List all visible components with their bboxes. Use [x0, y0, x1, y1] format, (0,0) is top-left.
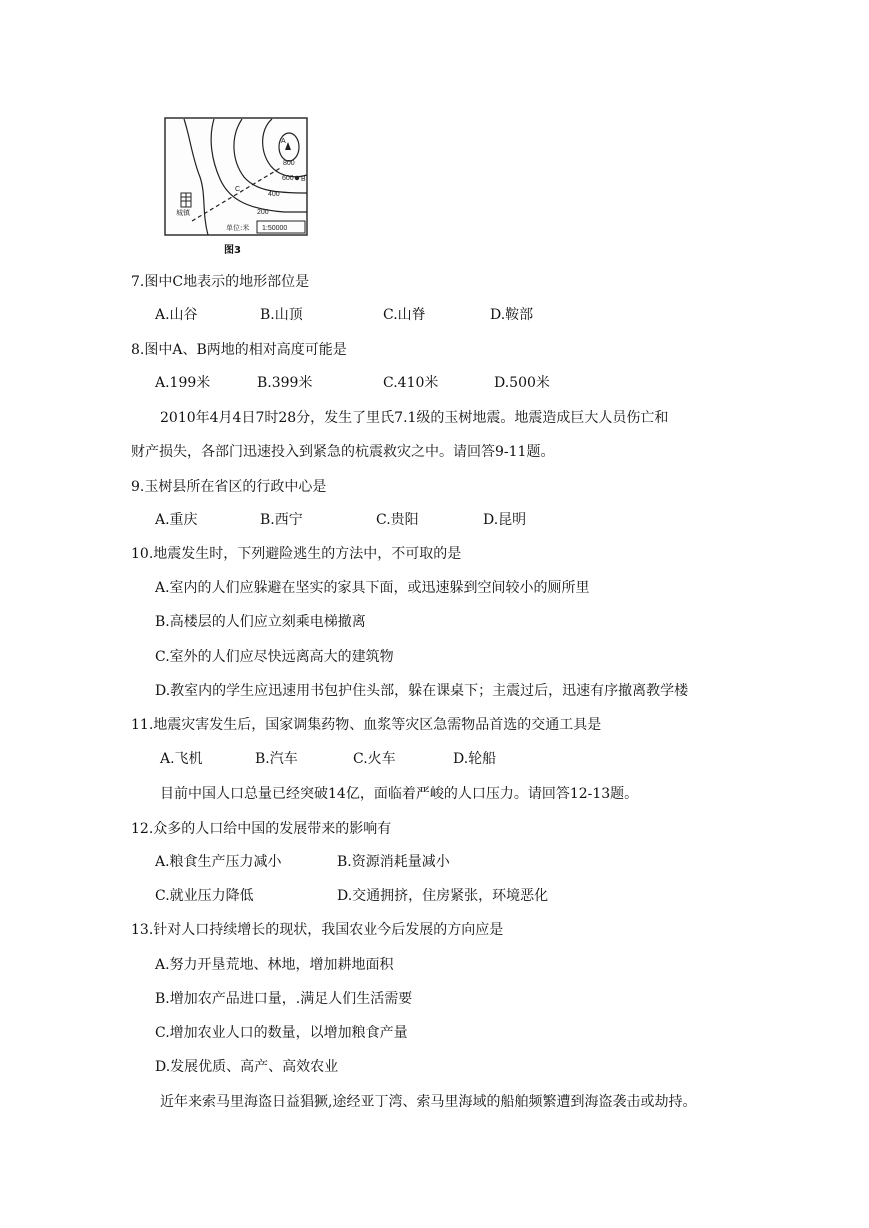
- q13-option-c: C.增加农业人口的数量，以增加粮食产量: [155, 1025, 408, 1041]
- q11-option-a: A.飞机: [160, 751, 203, 767]
- passage-yushu-line-2: 财产损失，各部门迅速投入到紧急的杭震救灾之中。请回答9-11题。: [131, 444, 555, 460]
- town-label: 城镇: [176, 209, 190, 217]
- question-11-options: [0, 749, 869, 769]
- passage-yushu-line-1: 2010年4月4日7时28分，发生了里氏7.1级的玉树地震。地震造成巨大人员伤亡和: [160, 410, 669, 426]
- q7-option-a: A.山谷: [155, 307, 198, 323]
- passage-somalia: 近年来索马里海盗日益猖獗,途经亚丁湾、索马里海域的船舶频繁遭到海盗袭击或劫持。: [160, 1094, 697, 1110]
- question-9-options: [0, 510, 869, 530]
- q12-option-c: C.就业压力降低: [155, 888, 254, 904]
- question-13: 13.针对人口持续增长的现状，我国农业今后发展的方向应是: [131, 922, 504, 938]
- q13-option-a: A.努力开垦荒地、林地，增加耕地面积: [155, 957, 394, 973]
- contour-label-800: 800: [283, 160, 295, 167]
- q7-option-d: D.鞍部: [490, 307, 534, 323]
- question-8: 8.图中A、B两地的相对高度可能是: [131, 342, 347, 358]
- point-b-label: B: [301, 176, 306, 183]
- question-12-options-row-1: [0, 852, 869, 872]
- point-b-marker: [295, 176, 299, 180]
- passage-population: 目前中国人口总量已经突破14亿，面临着严峻的人口压力。请回答12-13题。: [160, 786, 639, 802]
- q9-option-a: A.重庆: [155, 512, 198, 528]
- scale-label: 1:50000: [262, 225, 288, 232]
- contour-label-200: 200: [257, 209, 269, 216]
- question-8-options: [0, 373, 869, 393]
- q8-option-d: D.500米: [494, 375, 550, 391]
- contour-label-400: 400: [268, 191, 280, 198]
- question-9: 9.玉树县所在省区的行政中心是: [131, 479, 327, 495]
- question-7-options: [0, 305, 869, 325]
- q10-option-a: A.室内的人们应躲避在坚实的家具下面，或迅速躲到空间较小的厕所里: [155, 580, 590, 596]
- q11-option-c: C.火车: [353, 751, 396, 767]
- contour-label-600: 600: [282, 175, 294, 182]
- contour-map-figure: [164, 117, 309, 237]
- question-12: 12.众多的人口给中国的发展带来的影响有: [131, 821, 392, 837]
- q7-option-c: C.山脊: [383, 307, 426, 323]
- question-12-options-row-2: [0, 886, 869, 906]
- q9-option-c: C.贵阳: [376, 512, 419, 528]
- q10-option-d: D.教室内的学生应迅速用书包护住头部，躲在课桌下；主震过后，迅速有序撤离教学楼: [155, 683, 689, 699]
- q8-option-c: C.410米: [383, 375, 439, 391]
- q12-option-d: D.交通拥挤，住房紧张，环境恶化: [337, 888, 549, 904]
- question-10: 10.地震发生时，下列避险逃生的方法中，不可取的是: [131, 546, 462, 562]
- q8-option-b: B.399米: [257, 375, 313, 391]
- point-c-label: C: [235, 186, 241, 193]
- figure-caption: 图3: [224, 245, 241, 256]
- q12-option-a: A.粮食生产压力减小: [155, 854, 282, 870]
- q13-option-b: B.增加农产品进口量，.满足人们生活需要: [155, 991, 413, 1007]
- q8-option-a: A.199米: [155, 375, 211, 391]
- contour-map: [164, 117, 309, 237]
- point-a-label: A: [281, 138, 286, 145]
- q10-option-b: B.高楼层的人们应立刻乘电梯撤离: [155, 614, 366, 630]
- question-7: 7.图中C地表示的地形部位是: [131, 274, 310, 290]
- q9-option-d: D.昆明: [483, 512, 527, 528]
- q11-option-d: D.轮船: [453, 751, 497, 767]
- q9-option-b: B.西宁: [260, 512, 303, 528]
- q12-option-b: B.资源消耗量减小: [337, 854, 450, 870]
- question-11: 11.地震灾害发生后，国家调集药物、血浆等灾区急需物品首选的交通工具是: [131, 717, 602, 733]
- q7-option-b: B.山顶: [260, 307, 303, 323]
- q10-option-c: C.室外的人们应尽快远离高大的建筑物: [155, 649, 394, 665]
- q13-option-d: D.发展优质、高产、高效农业: [155, 1059, 339, 1075]
- unit-label: 单位:米: [226, 224, 250, 232]
- q11-option-b: B.汽车: [255, 751, 298, 767]
